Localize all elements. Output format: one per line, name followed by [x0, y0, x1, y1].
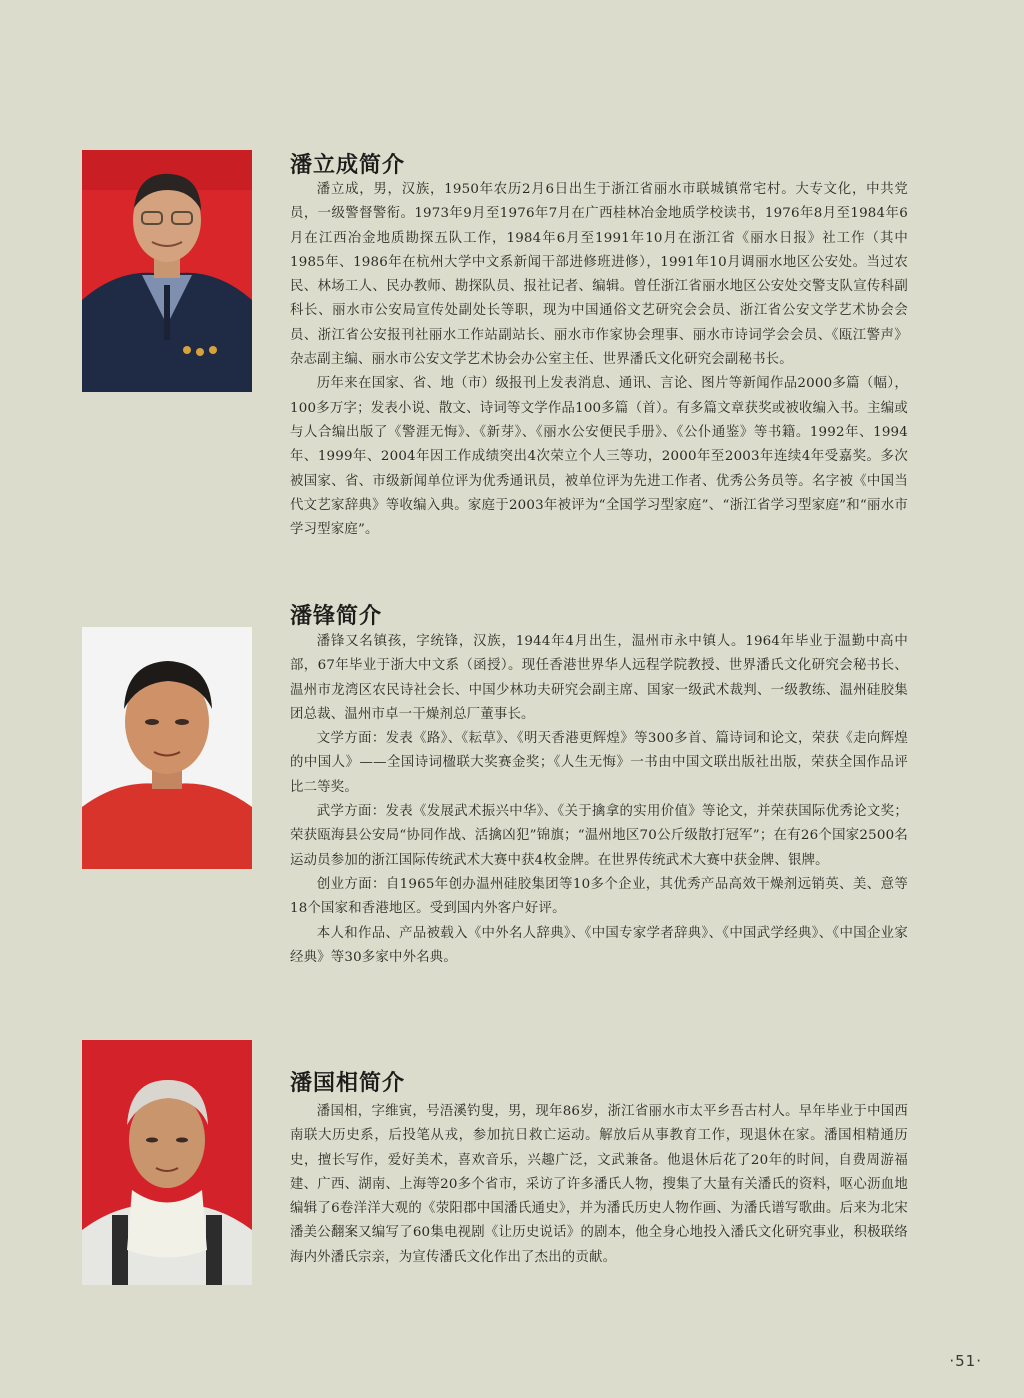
profile-title: 潘锋简介	[290, 604, 383, 629]
profile-body	[290, 178, 908, 542]
profile-body	[290, 630, 908, 970]
page-number: ·51·	[949, 1352, 982, 1370]
profile-title: 潘国相简介	[290, 1071, 406, 1096]
profile-paragraph: 潘国相，字维寅，号浯溪钓叟，男，现年86岁，浙江省丽水市太平乡吾古村人。早年毕业于中国西南联大历史系，后投笔从戎，参加抗日救亡运动。解放后从事教育工作，现退休在家。潘国相精通历史，擅长写作，爱好美术，喜欢音乐，兴趣广泛，文武兼备。他退休后花了20年的时间，自费周游福建、广西、湖南、上海等20多个省市，采访了许多潘氏人物，搜集了大量有关潘氏的资料，呕心沥血地编辑了6卷洋洋大观的《荥阳郡中国潘氏通史》，并为潘氏历史人物作画、为潘氏谱写歌曲。后来为北宋潘美公翻案又编写了60集电视剧《让历史说话》的剧本，他全身心地投入潘氏文化研究事业，积极联络海内外潘氏宗亲，为宣传潘氏文化作出了杰出的贡献。	[290, 1104, 908, 1265]
profile-body	[290, 1100, 908, 1270]
profile-paragraph: 武学方面：发表《发展武术振兴中华》、《关于擒拿的实用价值》等论文，并荣获国际优秀论文奖；荣获瓯海县公安局“协同作战、活擒凶犯”锦旗；“温州地区70公斤级散打冠军”；在有26个国家2500名运动员参加的浙江国际传统武术大赛中获4枚金牌。在世界传统武术大赛中获金牌、银牌。	[290, 804, 908, 868]
profile-paragraph: 创业方面：自1965年创办温州硅胶集团等10多个企业，其优秀产品高效干燥剂远销英、美、意等18个国家和香港地区。受到国内外客户好评。	[290, 876, 908, 917]
profile-paragraph: 历年来在国家、省、地（市）级报刊上发表消息、通讯、言论、图片等新闻作品2000多篇（幅），100多万字；发表小说、散文、诗词等文学作品100多篇（首）。有多篇文章获奖或被收编入书。主编或与人合编出版了《警涯无悔》、《新芽》、《丽水公安便民手册》、《公仆通鉴》等书籍。1992年、1994年、1999年、2004年因工作成绩突出4次荣立个人三等功，2000年至2003年连续4年受嘉奖。多次被国家、省、市级新闻单位评为优秀通讯员，被单位评为先进工作者、优秀公务员等。名字被《中国当代文艺家辞典》等收编入典。家庭于2003年被评为“全国学习型家庭”、“浙江省学习型家庭”和“丽水市学习型家庭”。	[290, 376, 908, 538]
profile-title: 潘立成简介	[290, 153, 406, 178]
portrait-photo-1	[82, 150, 252, 392]
profile-paragraph: 潘锋又名镇孩，字统锋，汉族，1944年4月出生，温州市永中镇人。1964年毕业于温勤中高中部，67年毕业于浙大中文系（函授）。现任香港世界华人远程学院教授、世界潘氏文化研究会秘书长、温州市龙湾区农民诗社会长、中国少林功夫研究会副主席、国家一级武术裁判、一级教练、温州硅胶集团总裁、温州市卓一干燥剂总厂董事长。	[290, 634, 908, 722]
profile-paragraph: 本人和作品、产品被载入《中外名人辞典》、《中国专家学者辞典》、《中国武学经典》、《中国企业家经典》等30多家中外名典。	[290, 925, 908, 965]
portrait-photo-2	[82, 627, 252, 869]
profile-paragraph: 文学方面：发表《路》、《耘草》、《明天香港更辉煌》等300多首、篇诗词和论文，荣获《走向辉煌的中国人》——全国诗词楹联大奖赛金奖；《人生无悔》一书由中国文联出版社出版，荣获全国作品评比二等奖。	[290, 731, 908, 795]
profile-paragraph: 潘立成，男，汉族，1950年农历2月6日出生于浙江省丽水市联城镇常宅村。大专文化，中共党员，一级警督警衔。1973年9月至1976年7月在广西桂林冶金地质学校读书，1976年8月至1984年6月在江西冶金地质勘探五队工作，1984年6月至1991年10月在浙江省《丽水日报》社工作（其中1985年、1986年在杭州大学中文系新闻干部进修班进修），1991年10月调丽水地区公安处。当过农民、林场工人、民办教师、勘探队员、报社记者、编辑。曾任浙江省丽水地区公安处交警支队宣传科副科长、丽水市公安局宣传处副处长等职，现为中国通俗文艺研究会会员、浙江省公安文学艺术协会会员、浙江省公安报刊社丽水工作站副站长、丽水市作家协会理事、丽水市诗词学会会员、《瓯江警声》杂志副主编、丽水市公安文学艺术协会办公室主任、世界潘氏文化研究会副秘书长。	[290, 182, 908, 368]
portrait-photo-3	[82, 1040, 252, 1285]
